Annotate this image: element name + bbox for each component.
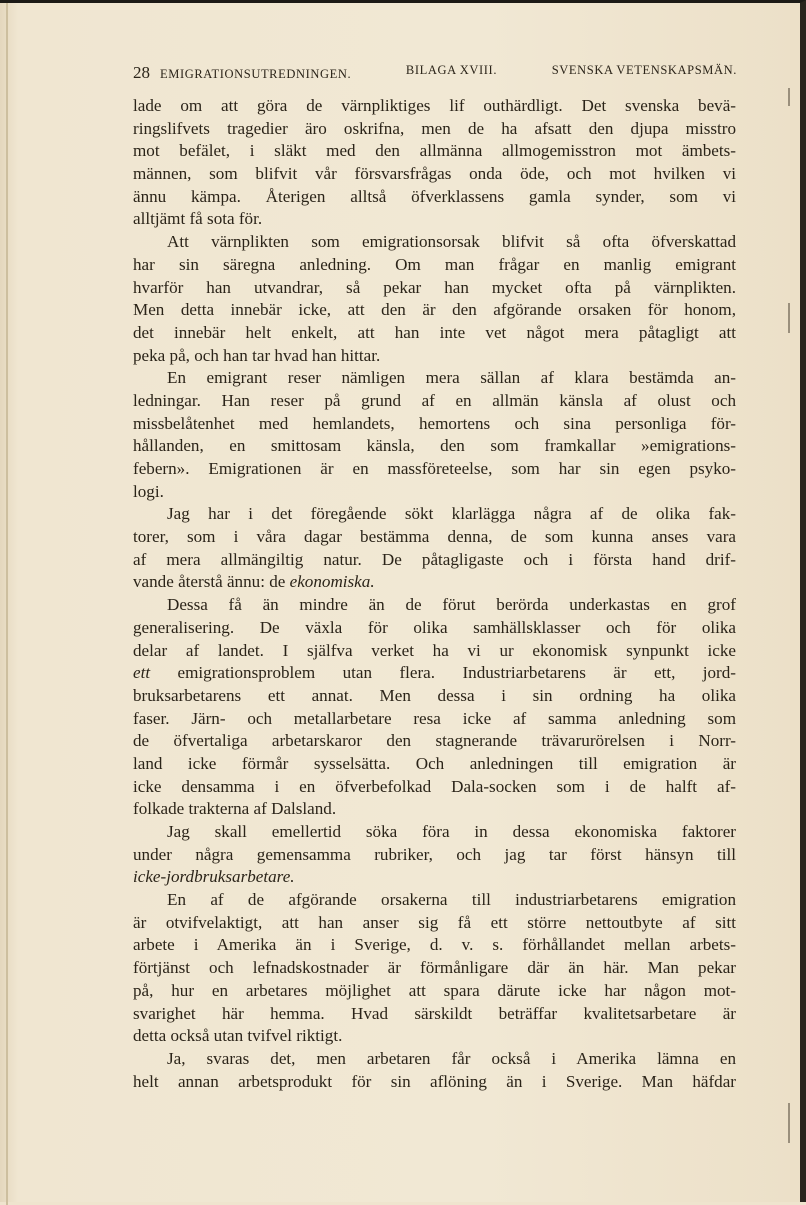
- header-left: [133, 63, 351, 83]
- text-line: [133, 526, 736, 549]
- body-text: [133, 95, 736, 1093]
- emphasis: icke-jordbruksarbetare.: [133, 867, 295, 887]
- text-line: [133, 1071, 736, 1094]
- line-text: Dessa få än mindre än de förut berörda underkastas en grof: [167, 595, 736, 615]
- text-line: [133, 798, 736, 821]
- text-line: [133, 821, 736, 844]
- text-line: [133, 912, 736, 935]
- text-line: [133, 889, 736, 912]
- text-line: [133, 1025, 736, 1048]
- line-text: mot befälet, i släkt med den allmänna allmogemisstron mot ämbets-: [133, 141, 736, 161]
- line-text: på, hur en arbetares möjlighet att spara därute icke har någon mot-: [133, 980, 736, 1000]
- line-text: emigrationsproblem utan flera. Industriarbetarens är ett, jord-: [150, 663, 736, 683]
- line-text: vande återstå ännu: de: [133, 572, 290, 592]
- text-line: [133, 186, 736, 209]
- line-text: land icke förmår sysselsätta. Och anledningen till emigration är: [133, 753, 736, 773]
- text-line: [133, 594, 736, 617]
- line-text: af mera allmängiltig natur. De påtagligaste och i första hand drif-: [133, 549, 736, 569]
- line-text: En af de afgörande orsakerna till industriarbetarens emigration: [167, 890, 736, 910]
- line-text: delar af landet. I själfva verket ha vi ur ekonomisk synpunkt icke: [133, 640, 736, 660]
- page-number: 28: [133, 63, 150, 82]
- edge-mark: [788, 88, 790, 106]
- text-line: [133, 231, 736, 254]
- text-line: [133, 118, 736, 141]
- text-line: [133, 163, 736, 186]
- line-text: Att värnplikten som emigrationsorsak blifvit så ofta öfverskattad: [167, 232, 736, 252]
- line-text: förtjänst och lefnadskostnader är förmånligare där än här. Man pekar: [133, 958, 736, 978]
- line-text: alltjämt få sota för.: [133, 209, 263, 229]
- text-line: [133, 685, 736, 708]
- text-line: [133, 844, 736, 867]
- text-line: [133, 345, 736, 368]
- header-left-title: EMIGRATIONSUTREDNINGEN.: [160, 67, 352, 81]
- line-text: hvarför han utvandrar, så pekar han mycket ofta på värnplikten.: [133, 277, 736, 297]
- text-line: [133, 753, 736, 776]
- line-text: bruksarbetarens ett annat. Men dessa i sin ordning ha olika: [133, 685, 736, 705]
- line-text: logi.: [133, 481, 164, 501]
- emphasis: ett: [133, 663, 151, 683]
- line-text: detta också utan tvifvel riktigt.: [133, 1026, 343, 1046]
- text-line: [133, 708, 736, 731]
- line-text: Ja, svaras det, men arbetaren får också i Amerika lämna en: [167, 1048, 736, 1068]
- text-line: [133, 481, 736, 504]
- text-line: [133, 277, 736, 300]
- line-text: hållanden, en smittosam känsla, den som framkallar »emigrations-: [133, 436, 736, 456]
- text-line: [133, 730, 736, 753]
- line-text: generalisering. De växla för olika samhällsklasser och för olika: [133, 617, 736, 637]
- edge-mark: [788, 1103, 790, 1143]
- line-text: svarighet här hemma. Hvad särskildt beträffar kvalitetsarbetare är: [133, 1003, 736, 1023]
- text-line: [133, 549, 736, 572]
- text-line: [133, 662, 736, 685]
- line-text: faser. Järn- och metallarbetare resa icke af samma anledning som: [133, 708, 736, 728]
- header-center-title: BILAGA XVIII.: [405, 63, 498, 77]
- running-header: [133, 63, 737, 83]
- text-line: [133, 866, 736, 889]
- page-gutter: [6, 3, 8, 1205]
- text-line: [133, 617, 736, 640]
- line-text: peka på, och han tar hvad han hittar.: [133, 345, 381, 365]
- line-text: ledningar. Han reser på grund af en allmän känsla af olust och: [133, 390, 736, 410]
- line-text: Jag har i det föregående sökt klarlägga några af de olika fak-: [167, 504, 736, 524]
- line-text: Jag skall emellertid söka föra in dessa ekonomiska faktorer: [167, 822, 736, 841]
- line-text: har sin säregna anledning. Om man frågar en manlig emigrant: [133, 254, 736, 274]
- line-text: Men detta innebär icke, att den är den afgörande orsaken för honom,: [133, 300, 736, 320]
- line-text: torer, som i våra dagar bestämma denna, de som kunna anses vara: [133, 527, 736, 547]
- line-text: icke densamma i en öfverbefolkad Dala-socken som i de halft af-: [133, 776, 736, 796]
- line-text: det innebär helt enkelt, att han inte vet något mera påtagligt att: [133, 322, 736, 342]
- text-line: [133, 390, 736, 413]
- text-line: [133, 980, 736, 1003]
- text-line: [133, 208, 736, 231]
- line-text: under några gemensamma rubriker, och jag tar först hänsyn till: [133, 844, 736, 864]
- text-line: [133, 435, 736, 458]
- line-text: de öfvertaliga arbetarskaror den stagnerande trävarurörelsen i Norr-: [133, 731, 736, 751]
- text-line: [133, 571, 736, 594]
- text-line: [133, 458, 736, 481]
- text-line: [133, 1048, 736, 1071]
- line-text: folkade trakterna af Dalsland.: [133, 799, 337, 819]
- text-line: [133, 503, 736, 526]
- text-line: [133, 413, 736, 436]
- text-line: [133, 254, 736, 277]
- text-line: [133, 367, 736, 390]
- emphasis: ekonomiska.: [289, 572, 375, 592]
- text-line: [133, 95, 736, 118]
- text-line: [133, 957, 736, 980]
- text-line: [133, 140, 736, 163]
- line-text: En emigrant reser nämligen mera sällan af klara bestämda an-: [167, 368, 736, 388]
- text-line: [133, 1003, 736, 1026]
- line-text: ännu kämpa. Återigen alltså öfverklassens gamla synder, som vi: [133, 186, 736, 206]
- line-text: missbelåtenhet med hemlandets, hemortens och sina personliga för-: [133, 413, 736, 433]
- line-text: febern». Emigrationen är en massföreteelse, som har sin egen psyko-: [133, 459, 736, 478]
- line-text: lade om att göra de värnpliktiges lif outhärdligt. Det svenska bevä-: [133, 96, 736, 115]
- text-line: [133, 640, 736, 663]
- text-line: [133, 776, 736, 799]
- line-text: är otvifvelaktigt, att han anser sig få ett större nettoutbyte af sitt: [133, 912, 736, 932]
- line-text: ringslifvets tragedier äro oskrifna, men de ha afsatt den djupa misstro: [133, 118, 736, 138]
- line-text: arbete i Amerika än i Sverige, d. v. s. förhållandet mellan arbets-: [133, 935, 736, 955]
- header-right-title: SVENSKA VETENSKAPSMÄN.: [551, 63, 737, 77]
- line-text: männen, som blifvit vår försvarsfrågas onda öde, och mot hvilken vi: [133, 164, 736, 184]
- edge-mark: [788, 303, 790, 333]
- text-line: [133, 934, 736, 957]
- line-text: helt annan arbetsprodukt för sin aflöning än i Sverige. Man häfdar: [133, 1071, 736, 1091]
- text-line: [133, 322, 736, 345]
- text-line: [133, 299, 736, 322]
